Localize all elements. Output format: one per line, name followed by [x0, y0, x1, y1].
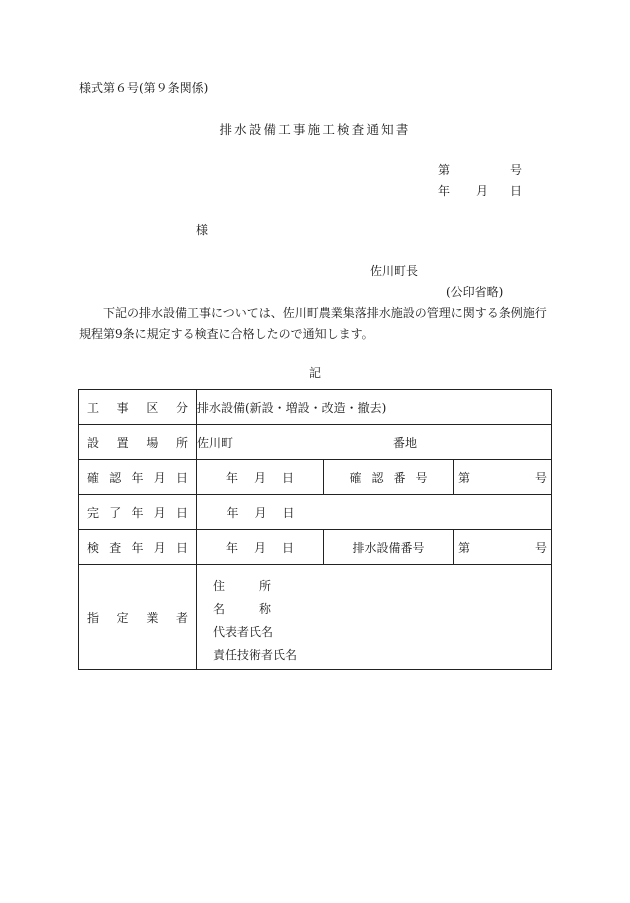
row-work-category — [79, 390, 552, 425]
label-completion-date: 完 了 年 月 日 — [79, 495, 197, 530]
value-contractor — [197, 565, 552, 670]
label-inspection-date: 検 査 年 月 日 — [79, 530, 197, 565]
form-number-label: 様式第６号(第９条関係) — [79, 81, 209, 95]
row-location — [79, 425, 552, 460]
label-confirmation-number: 確 認 番 号 — [324, 460, 454, 495]
issue-date-day: 日 — [510, 184, 523, 198]
row-contractor — [79, 565, 552, 670]
value-inspection-date: 年 月 日 — [197, 530, 324, 565]
label-drainage-number: 排水設備番号 — [324, 530, 454, 565]
contractor-engineer-label: 責任技術者氏名 — [213, 648, 298, 662]
value-work-category: 排水設備(新設・増設・改造・撤去) — [197, 390, 552, 425]
location-town: 佐川町 — [197, 435, 234, 450]
document-number-suffix: 号 — [510, 163, 523, 177]
value-confirmation-date: 年 月 日 — [197, 460, 324, 495]
label-work-category: 工 事 区 分 — [79, 390, 197, 425]
value-drainage-number: 第 号 — [454, 530, 552, 565]
document-title: 排水設備工事施工検査通知書 — [219, 122, 411, 137]
row-inspection — [79, 530, 552, 565]
contractor-name-label: 名 称 — [213, 602, 271, 616]
label-location: 設 置 場 所 — [79, 425, 197, 460]
label-confirmation-date: 確 認 年 月 日 — [79, 460, 197, 495]
contractor-representative-label: 代表者氏名 — [213, 625, 274, 639]
label-contractor: 指 定 業 者 — [79, 565, 197, 670]
value-confirmation-number: 第 号 — [454, 460, 552, 495]
document-number-prefix: 第 — [438, 163, 451, 177]
issue-date-month: 月 — [476, 184, 489, 198]
seal-omitted-note: (公印省略) — [446, 285, 504, 299]
issue-date-year: 年 — [438, 184, 451, 198]
inspection-info-table — [78, 389, 552, 670]
value-location — [197, 425, 552, 460]
notice-body-text: 下記の排水設備工事については、佐川町農業集落排水施設の管理に関する条例施行規程第9条に規定する検査に合格したので通知します。 — [79, 306, 547, 341]
ki-heading: 記 — [308, 366, 321, 380]
addressee-suffix: 様 — [196, 223, 209, 237]
row-completion — [79, 495, 552, 530]
value-completion-date: 年 月 日 — [197, 495, 552, 530]
location-banchi: 番地 — [393, 435, 418, 450]
contractor-address-label: 住 所 — [213, 579, 271, 593]
issuer-name: 佐川町長 — [370, 264, 419, 278]
row-confirmation — [79, 460, 552, 495]
